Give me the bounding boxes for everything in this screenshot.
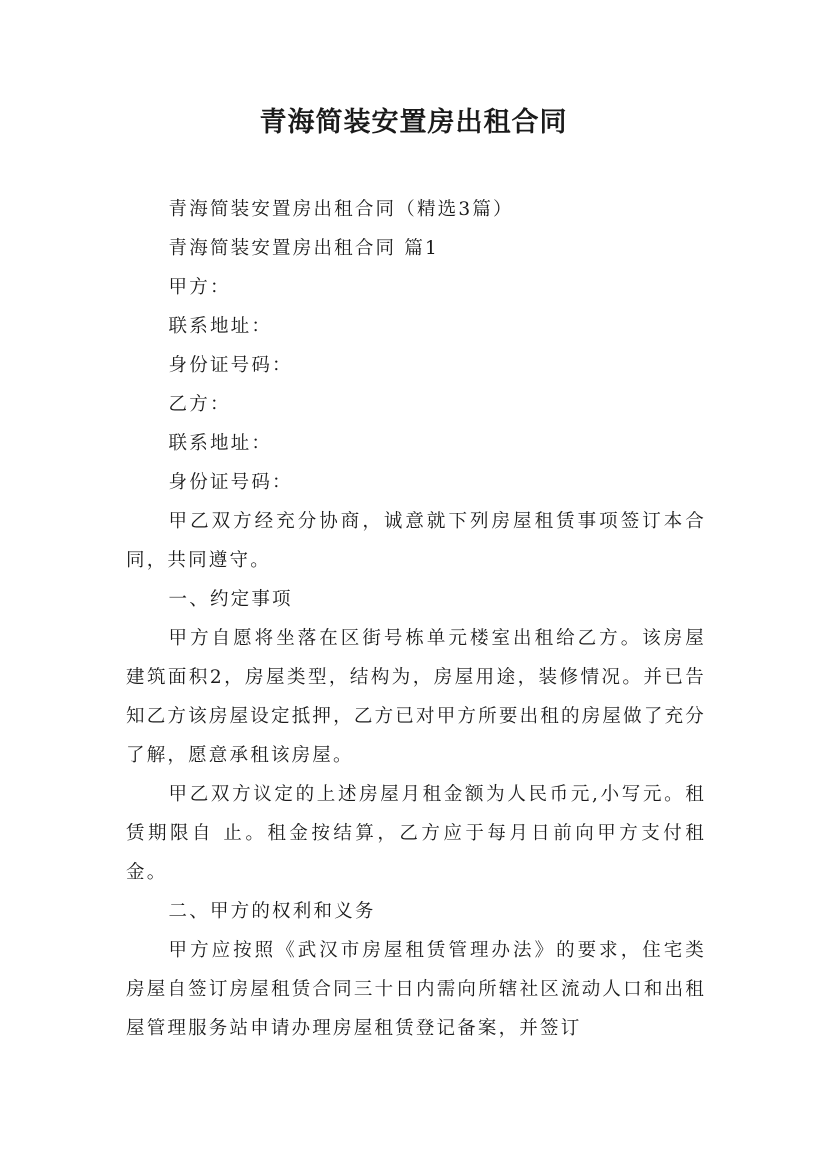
paragraph-property-description: 甲方自愿将坐落在区街号栋单元楼室出租给乙方。该房屋建筑面积2，房屋类型，结构为，房屋用途，装修情况。并已告知乙方该房屋设定抵押，乙方已对甲方所要出租的房屋做了充分了解，愿意承租该房屋。: [126, 628, 706, 766]
document-body: [126, 190, 706, 1048]
paragraph-rent-terms: 甲乙双方议定的上述房屋月租金额为人民币元,小写元。租赁期限自 止。租金按结算，乙方应于每月日前向甲方支付租金。: [126, 784, 706, 883]
paragraph-party-a: 甲方：: [168, 277, 231, 298]
paragraph-subtitle: 青海简装安置房出租合同（精选3篇）: [168, 199, 514, 220]
paragraph-heading-agreed-items: 一、约定事项: [168, 589, 293, 610]
paragraph-registration: 甲方应按照《武汉市房屋租赁管理办法》的要求，住宅类房屋自签订房屋租赁合同三十日内需向所辖社区流动人口和出租屋管理服务站申请办理房屋租赁登记备案，并签订: [126, 940, 706, 1039]
paragraph-party-b-address: 联系地址：: [168, 433, 273, 454]
paragraph-heading-party-a-rights: 二、甲方的权利和义务: [168, 901, 376, 922]
document-title: 青海简装安置房出租合同: [259, 107, 568, 138]
paragraph-agreement-intro: 甲乙双方经充分协商，诚意就下列房屋租赁事项签订本合同，共同遵守。: [126, 511, 706, 571]
paragraph-party-b-id: 身份证号码：: [168, 472, 293, 493]
paragraph-party-a-id: 身份证号码：: [168, 355, 293, 376]
paragraph-party-b: 乙方：: [168, 394, 231, 415]
paragraph-section-heading: 青海简装安置房出租合同 篇1: [168, 238, 439, 259]
paragraph-party-a-address: 联系地址：: [168, 316, 273, 337]
